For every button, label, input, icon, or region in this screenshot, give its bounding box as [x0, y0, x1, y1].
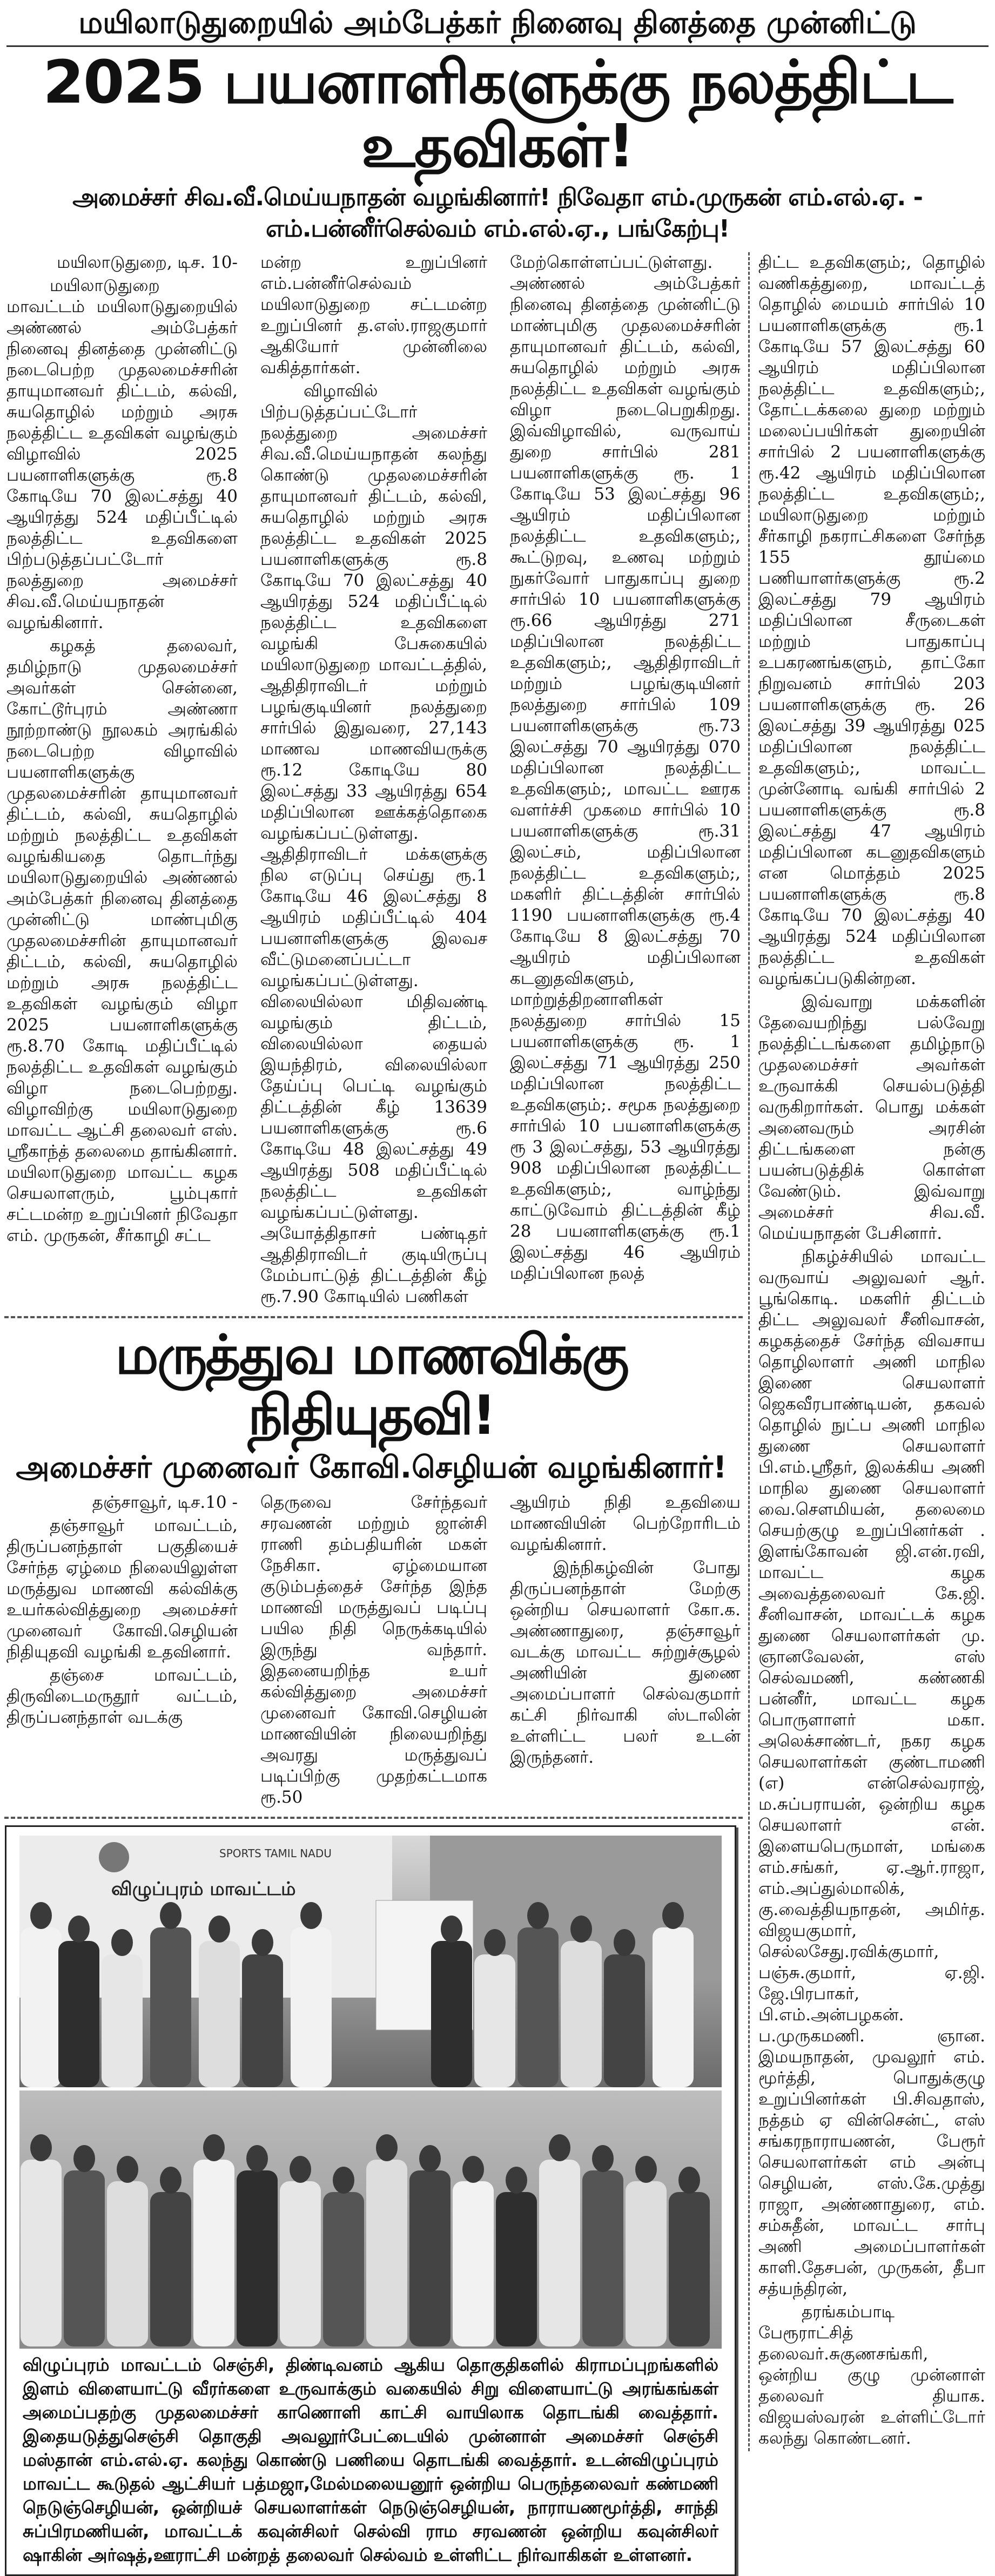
- person-figure: [58, 1941, 99, 2087]
- story2-subhead: அமைச்சர் முனைவர் கோவி.செழியன் வழங்கினார்!: [16, 1450, 727, 1485]
- person-head: [117, 2156, 138, 2183]
- person-figure: [193, 2160, 234, 2346]
- person-figure: [366, 2160, 407, 2346]
- person-figure: [474, 1954, 515, 2087]
- person-head: [549, 2134, 570, 2161]
- banner-text: விழுப்புரம் மாவட்டம்: [111, 1878, 296, 1900]
- paragraph: ஆயிரம் நிதி உதவியை மாணவியின் பெற்றோரிடம் வழங்கினார்.: [510, 1493, 741, 1554]
- person-figure: [626, 2181, 667, 2346]
- paragraph: மயிலாடுதுறை மாவட்டம் மயிலாடுதுறையில் அண்ணல் அம்பேத்கர் நினைவு தினத்தை முன்னிட்டு நடைபெற்ற முதலமைச்சரின் தாயுமானவர் திட்டம், கல்வி, சுயதொழில் மற்றும் அரசு நலத்திட்ட உதவிகள் வழங்கும் விழாவில் 2025 பயனாளிகளுக்கு ரூ.8 கோடியே 70 இலட்சத்து 40 ஆயிரத்து 524 மதிப்பீட்டில் நலத்திட்ட உதவிகளை பிற்படுத்தப்பட்டோர் நலத்துறை அமைச்சர் சிவ.வீ.மெய்யநாதன் வழங்கினார்.: [6, 276, 238, 632]
- photo-story-box: [5, 1825, 736, 2576]
- right-column-wrapper: [748, 252, 985, 2451]
- person-figure: [150, 2192, 191, 2346]
- story2-columns: [0, 1492, 743, 1810]
- person-head: [527, 1902, 549, 1929]
- news-photo: [19, 1836, 722, 2349]
- story1-column-4: [758, 252, 985, 2449]
- person-head: [441, 1916, 462, 1943]
- person-figure: [431, 1941, 472, 2087]
- section-divider: [4, 1316, 743, 1318]
- paragraph: இவ்வாறு மக்களின் தேவையறிந்து பல்வேறு நலத்திட்டங்களை தமிழ்நாடு முதலமைச்சர் அவர்கள் உருவாக்கி செயல்படுத்தி வருகிறார்கள். பொது மக்கள் அனைவரும் அரசின் திட்டங்களை நன்கு பயன்படுத்திக் கொள்ள வேண்டும். இவ்வாறு அமைச்சர் சிவ.வீ. மெய்யநாதன் பேசினார்.: [758, 992, 985, 1243]
- person-figure: [582, 2170, 623, 2346]
- person-figure: [323, 2192, 364, 2346]
- person-figure: [409, 2170, 451, 2346]
- person-figure: [242, 1954, 283, 2087]
- photo-caption: விழுப்புரம் மாவட்டம் செஞ்சி, திண்டிவனம் ஆகிய தொகுதிகளில் கிராமப்புறங்களில் இளம் விளையாட்டு வீரர்களை உருவாக்கும் வகையில் சிறு விளையாட்டு அரங்கங்கள் அமைப்பதற்கு முதலமைச்சர் காணொளி காட்சி வாயிலாக தொடங்கி வைத்தார். இதையடுத்துசெஞ்சி தொகுதி அவலூர்பேட்டையில் முன்னாள் அமைச்சர் செஞ்சி மஸ்தான் எம்.எல்.ஏ. கலந்து கொண்டு பணியை தொடங்கி வைத்தார். உடன்விழுப்புரம் மாவட்ட கூடுதல் ஆட்சியர் பத்மஜா,மேல்மலையனூர் ஒன்றிய பெருந்தலைவர் கண்மணி நெடுஞ்செழியன், ஒன்றியச் செயலாளர்கள் நெடுஞ்செழியன், நாராயணமூர்த்தி, சாந்தி சுப்பிரமணியன், மாவட்டக் கவுன்சிலர் செல்வி ராம சரவணன் ஒன்றிய கவுன்சிலர் ஷாகின் அர்ஷத்,ஊராட்சி மன்றத் தலைவர் செல்வம் உள்ளிட்ட நிர்வாகிகள் உள்ளனர்.: [23, 2355, 719, 2565]
- person-head: [570, 1916, 592, 1943]
- logo-text: SPORTS TAMIL NADU: [219, 1847, 332, 1860]
- person-head: [592, 2145, 614, 2172]
- person-figure: [280, 2181, 321, 2346]
- paragraph: தஞ்சாவூர் மாவட்டம், திருப்பனந்தாள் பகுதியைச் சேர்ந்த ஏழ்மை நிலையிலுள்ள மருத்துவ மாணவி கல்விக்கு உயர்கல்வித்துறை அமைச்சர் முனைவர் கோவி.செழியன் நிதியுதவி வழங்கி உதவினார்.: [6, 1516, 238, 1662]
- story1-column-3: [510, 252, 741, 1286]
- person-figure: [150, 1927, 191, 2087]
- person-head: [111, 1929, 133, 1956]
- story1-headline: 2025 பயனாளிகளுக்கு நலத்திட்ட உதவிகள்!: [43, 48, 952, 180]
- person-head: [333, 2167, 354, 2194]
- person-figure: [107, 2181, 148, 2346]
- page-body: [0, 252, 995, 2576]
- person-head: [376, 2134, 398, 2161]
- person-figure: [539, 2160, 580, 2346]
- person-figure: [237, 2170, 278, 2346]
- person-figure: [517, 1927, 559, 2087]
- person-figure: [21, 1927, 62, 2087]
- person-head: [203, 2134, 225, 2161]
- paragraph: தெருவை சேர்ந்தவர் சரவணன் மற்றும் ஜான்சி ராணி தம்பதியரின் மகள் நேசிகா. ஏழ்மையான குடும்பத்தைச் சேர்ந்த இந்த மாணவி மருத்துவப் படிப்பு பயில நிதி நெருக்கடியில் இருந்து வந்தார். இதனையறிந்த உயர் கல்வித்துறை அமைச்சர் முனைவர் கோவி.செழியன் மாணவியின் நிலையறிந்து அவரது மருத்துவப் படிப்பிற்கு முதற்கட்டமாக ரூ.50: [260, 1493, 487, 1807]
- story2-column-3: [510, 1492, 741, 1770]
- person-figure: [21, 2160, 62, 2346]
- person-figure: [291, 1927, 332, 2087]
- paragraph: தஞ்சை மாவட்டம், திருவிடைமருதூர் வட்டம், திருப்பனந்தாள் வடக்கு: [6, 1665, 238, 1727]
- person-head: [30, 2134, 52, 2161]
- story2-dateline: தஞ்சாவூர், டிச.10 -: [92, 1493, 238, 1512]
- story1-header: [0, 0, 995, 245]
- paragraph: திட்ட உதவிகளும்;, தொழில் வணிகத்துறை, மாவட்டத் தொழில் மையம் சார்பில் 10 பயனாளிகளுக்கு ரூ.1 கோடியே 57 இலட்சத்து 60 ஆயிரம் மதிப்பிலான நலத்திட்ட உதவிகளும்;, தோட்டக்கலை துறை மற்றும் மலைப்பயிர்கள் துறையின் சார்பில் 2 பயனாளிகளுக்கு ரூ.42 ஆயிரம் மதிப்பிலான நலத்திட்ட உதவிகளும்;, மயிலாடுதுறை மற்றும் சீர்காழி நகராட்சிகளை சேர்ந்த 155 தூய்மை பணியாளர்களுக்கு ரூ.2 இலட்சத்து 79 ஆயிரம் மதிப்பிலான சீருடைகள் மற்றும் பாதுகாப்பு உபகரணங்களும், தாட்கோ நிறுவனம் சார்பில் 203 பயனாளிகளுக்கு ரூ. 26 இலட்சத்து 39 ஆயிரத்து 025 மதிப்பிலான நலத்திட்ட உதவிகளும்;, மாவட்ட முன்னோடி வங்கி சார்பில் 2 பயனாளிகளுக்கு ரூ.8 இலட்சத்து 47 ஆயிரம் மதிப்பிலான கடனுதவிகளும் என மொத்தம் 2025 பயனாளிகளுக்கு ரூ.8 கோடியே 70 இலட்சத்து 40 ஆயிரத்து 524 மதிப்பிலான நலத்திட்ட உதவிகள் வழங்கப்படுகின்றன.: [758, 253, 985, 988]
- person-head: [462, 2156, 484, 2183]
- person-figure: [64, 2170, 105, 2346]
- story2-column-1: [6, 1492, 238, 1730]
- person-head: [160, 1902, 181, 1929]
- person-head: [419, 2145, 441, 2172]
- story2-headline: மருத்துவ மாணவிக்கு நிதியுதவி!: [115, 1323, 628, 1447]
- paragraph: தரங்கம்பாடி பேரூராட்சித் தலைவர்.சுகுணசங்கரி, ஒன்றிய குழு முன்னாள் தலைவர் தியாக. விஜயஸ்வரன் உள்ளிட்டோர் கலந்து கொண்டனர்.: [758, 2302, 985, 2448]
- person-figure: [496, 2192, 537, 2346]
- person-figure: [669, 2192, 710, 2346]
- person-head: [484, 1929, 506, 1956]
- story1-dateline: மயிலாடுதுறை, டிச. 10-: [57, 253, 238, 272]
- person-head: [68, 1916, 90, 1943]
- person-head: [635, 2156, 657, 2183]
- person-head: [246, 2145, 268, 2172]
- story1-column-2: [260, 252, 487, 1310]
- person-head: [678, 2167, 700, 2194]
- paragraph: நிகழ்ச்சியில் மாவட்ட வருவாய் அலுவலர் ஆர். பூங்கொடி. மகளிர் திட்டம் திட்ட அலுவலர் சீனிவாசன், கழகத்தைச் சேர்ந்த விவசாய தொழிலாளர் அணி மாநில இணை செயலாளர் ஜெகவீரபாண்டியன், தகவல் தொழில் நுட்ப அணி மாநில துணை செயலாளர் பி.எம்.ஸ்ரீதர், இலக்கிய அணி மாநில துணை செயலாளர் வை.சௌமியன், தலைமை செயற்குழு உறுப்பினர்கள் . இளங்கோவன் ஜி.என்.ரவி, மாவட்ட கழக அவைத்தலைவர் கே.ஜி. சீனிவாசன், மாவட்டக் கழக துணை செயலாளர்கள் மு. ஞானவேலன், எஸ் செல்வமணி, கண்ணகி பன்னீர், மாவட்ட கழக பொருளாளர் மகா. அலெக்சாண்டர், நகர கழக செயலாளர்கள் குண்டாமணி (எ) என்செல்வராஜ், ம.சுப்பராயன், ஒன்றிய கழக செயலாளர் என். இளையபெருமாள், மங்கை எம்.சங்கர், ஏ.ஆர்.ராஜா, எம்.அப்துல்மாலிக், கு.வைத்தியநாதன், அமிர்த. விஜயகுமார், செல்லசேது.ரவிக்குமார், பஞ்சு.குமார், ஏ.ஜி. ஜே.பிரபாகர், பி.எம்.அன்பழகன். ப.முருகமணி. ஞான. இமயநாதன், முவலூர் எம். மூர்த்தி, பொதுக்குழு உறுப்பினர்கள் பி.சிவதாஸ், நத்தம் ஏ வின்சென்ட், எஸ் சங்கரநாராயணன், பேரூர் செயலாளர்கள் எம் அன்பு செழியன், எஸ்.கே.முத்து ராஜா, அண்ணாதுரை, எம். சம்சுதீன், மாவட்ட சார்பு அணி அமைப்பாளர்கள் காளி.தேசபன், முருகன், தீபா சத்யந்திரன்,: [758, 1247, 985, 2298]
- person-head: [614, 1929, 635, 1956]
- person-figure: [199, 1941, 240, 2087]
- story2-column-2: [260, 1492, 487, 1810]
- person-head: [252, 1929, 273, 1956]
- person-head: [290, 2156, 311, 2183]
- paragraph: இந்நிகழ்வின் போது திருப்பனந்தாள் மேற்கு ஒன்றிய செயலாளர் கோ.க. அண்ணாதுரை, தஞ்சாவூர் வடக்கு மாவட்ட சுற்றுச்சூழல் அணியின் துணை அமைப்பாளர் செல்வகுமார் கட்சி நிர்வாகி ஸ்டாலின் உள்ளிட்ட பலர் உடன் இருந்தனர்.: [510, 1558, 741, 1767]
- story1-column-1: [6, 252, 238, 1249]
- story1-kicker: மயிலாடுதுறையில் அம்பேத்கர் நினைவு தினத்தை முன்னிட்டு: [78, 5, 917, 41]
- story1-columns: [0, 252, 743, 1310]
- person-figure: [453, 2181, 494, 2346]
- paragraph: மன்ற உறுப்பினர் எம்.பன்னீர்செல்வம் மயிலாடுதுறை சட்டமன்ற உறுப்பினர் த.எஸ்.ராஜகுமார் ஆகியோர் முன்னிலை வகித்தார்கள்.: [260, 253, 487, 377]
- paragraph: கழகத் தலைவர், தமிழ்நாடு முதலமைச்சர் அவர்கள் சென்னை, கோட்டூர்புரம் அண்ணா நூற்றாண்டு நூலகம் அரங்கில் நடைபெற்ற விழாவில் பயனாளிகளுக்கு முதலமைச்சரின் தாயுமானவர் திட்டம், கல்வி, சுயதொழில் மற்றும் நலத்திட்ட உதவிகள் வழங்கியதை தொடர்ந்து மயிலாடுதுறையில் அண்ணல் அம்பேத்கர் நினைவு தினத்தை முன்னிட்டு மாண்புமிகு முதலமைச்சரின் தாயுமானவர் திட்டம், கல்வி, சுயதொழில் மற்றும் அரசு நலத்திட்ட உதவிகள் வழங்கும் விழா 2025 பயனாளிகளுக்கு ரூ.8.70 கோடி மதிப்பீட்டில் நலத்திட்ட உதவிகள் வழங்கும் விழா நடைபெற்றது. விழாவிற்கு மயிலாடுதுறை மாவட்ட ஆட்சி தலைவர் எஸ். ஸ்ரீகாந்த் தலைமை தாங்கினார். மயிலாடுதுறை மாவட்ட கழக செயலாளரும், பூம்புகார் சட்டமன்ற உறுப்பினர் நிவேதா எம். முருகன், சீர்காழி சட்ட: [6, 636, 238, 1245]
- section-divider: [4, 1817, 743, 1819]
- left-area: [0, 252, 743, 2576]
- person-figure: [102, 1954, 143, 2087]
- person-figure: [561, 1941, 602, 2087]
- person-head: [160, 2167, 181, 2194]
- emblem-icon: [99, 1842, 129, 1872]
- person-head: [30, 1902, 52, 1929]
- person-head: [506, 2167, 527, 2194]
- person-head: [73, 2145, 95, 2172]
- person-figure: [653, 1927, 694, 2087]
- person-head: [209, 1916, 230, 1943]
- person-head: [300, 1902, 322, 1929]
- story1-subhead: அமைச்சர் சிவ.வீ.மெய்யநாதன் வழங்கினார்! நிவேதா எம்.முருகன் எம்.எல்.ஏ. - எம்.பன்னீர்செல்வம் எம்.எல்.ஏ., பங்கேற்பு!: [72, 184, 923, 242]
- paragraph: விழாவில் பிற்படுத்தப்பட்டோர் நலத்துறை அமைச்சர் சிவ.வீ.மெய்யநாதன் கலந்து கொண்டு முதலமைச்சரின் தாயுமானவர் திட்டம், கல்வி, சுயதொழில் மற்றும் அரசு நலத்திட்ட உதவிகள் 2025 பயனாளிகளுக்கு ரூ.8 கோடியே 70 இலட்சத்து 40 ஆயிரத்து 524 மதிப்பீட்டில் நலத்திட்ட உதவிகளை வழங்கி பேசுகையில் மயிலாடுதுறை மாவட்டத்தில், ஆதிதிராவிடர் மற்றும் பழங்குடியினர் நலத்துறை சார்பில் இதுவரை, 27,143 மாணவ மாணவியருக்கு ரூ.12 கோடியே 80 இலட்சத்து 33 ஆயிரத்து 654 மதிப்பிலான ஊக்கத்தொகை வழங்கப்பட்டுள்ளது. ஆதிதிராவிடர் மக்களுக்கு நில எடுப்பு செய்து ரூ.1 கோடியே 46 இலட்சத்து 8 ஆயிரம் மதிப்பீட்டில் 404 பயனாளிகளுக்கு இலவச வீட்டுமனைப்பட்டா வழங்கப்பட்டுள்ளது. விலையில்லா மிதிவண்டி வழங்கும் திட்டம், விலையில்லா தையல் இயந்திரம், விலையில்லா தேய்ப்பு பெட்டி வழங்கும் திட்டத்தின் கீழ் 13639 பயனாளிகளுக்கு ரூ.6 கோடியே 48 இலட்சத்து 49 ஆயிரத்து 508 மதிப்பீட்டில் நலத்திட்ட உதவிகள் வழங்கப்பட்டுள்ளது. அயோத்திதாசர் பண்டிதர் ஆதிதிராவிடர் குடியிருப்பு மேம்பாட்டுத் திட்டத்தின் கீழ் ரூ.7.90 கோடியில் பணிகள்: [260, 381, 487, 1306]
- person-head: [662, 1902, 684, 1929]
- person-figure: [604, 1954, 645, 2087]
- kicker-rule: [6, 45, 989, 47]
- paragraph: மேற்கொள்ளப்பட்டுள்ளது. அண்ணல் அம்பேத்கர் நினைவு தினத்தை முன்னிட்டு மாண்புமிகு முதலமைச்சரின் தாயுமானவர் திட்டம், கல்வி, சுயதொழில் மற்றும் அரசு நலத்திட்ட உதவிகள் வழங்கும் விழா நடைபெறுகிறது. இவ்விழாவில், வருவாய் துறை சார்பில் 281 பயனாளிகளுக்கு ரூ. 1 கோடியே 53 இலட்சத்து 96 ஆயிரம் மதிப்பிலான நலத்திட்ட உதவிகளும்;, கூட்டுறவு, உணவு மற்றும் நுகர்வோர் பாதுகாப்பு துறை சார்பில் 10 பயனாளிகளுக்கு ரூ.66 ஆயிரத்து 271 மதிப்பிலான நலத்திட்ட உதவிகளும்;, ஆதிதிராவிடர் மற்றும் பழங்குடியினர் நலத்துறை சார்பில் 109 பயனாளிகளுக்கு ரூ.73 இலட்சத்து 70 ஆயிரத்து 070 மதிப்பிலான நலத்திட்ட உதவிகளும்;, மாவட்ட ஊரக வளர்ச்சி முகமை சார்பில் 10 பயனாளிகளுக்கு ரூ.31 இலட்சம், மதிப்பிலான நலத்திட்ட உதவிகளும்;, மகளிர் திட்டத்தின் சார்பில் 1190 பயனாளிகளுக்கு ரூ.4 கோடியே 8 இலட்சத்து 70 ஆயிரம் மதிப்பிலான கடனுதவிகளும், மாற்றுத்திறனாளிகள் நலத்துறை சார்பில் 15 பயனாளிகளுக்கு ரூ. 1 இலட்சத்து 71 ஆயிரத்து 250 மதிப்பிலான நலத்திட்ட உதவிகளும்;. சமூக நலத்துறை சார்பில் 10 பயனாளிகளுக்கு ரூ 3 இலட்சத்து, 53 ஆயிரத்து 908 மதிப்பிலான நலத்திட்ட உதவிகளும்;, வாழ்ந்து காட்டுவோம் திட்டத்தின் கீழ் 28 பயனாளிகளுக்கு ரூ.1 இலட்சத்து 46 ஆயிரம் மதிப்பிலான நலத்: [510, 253, 741, 1283]
